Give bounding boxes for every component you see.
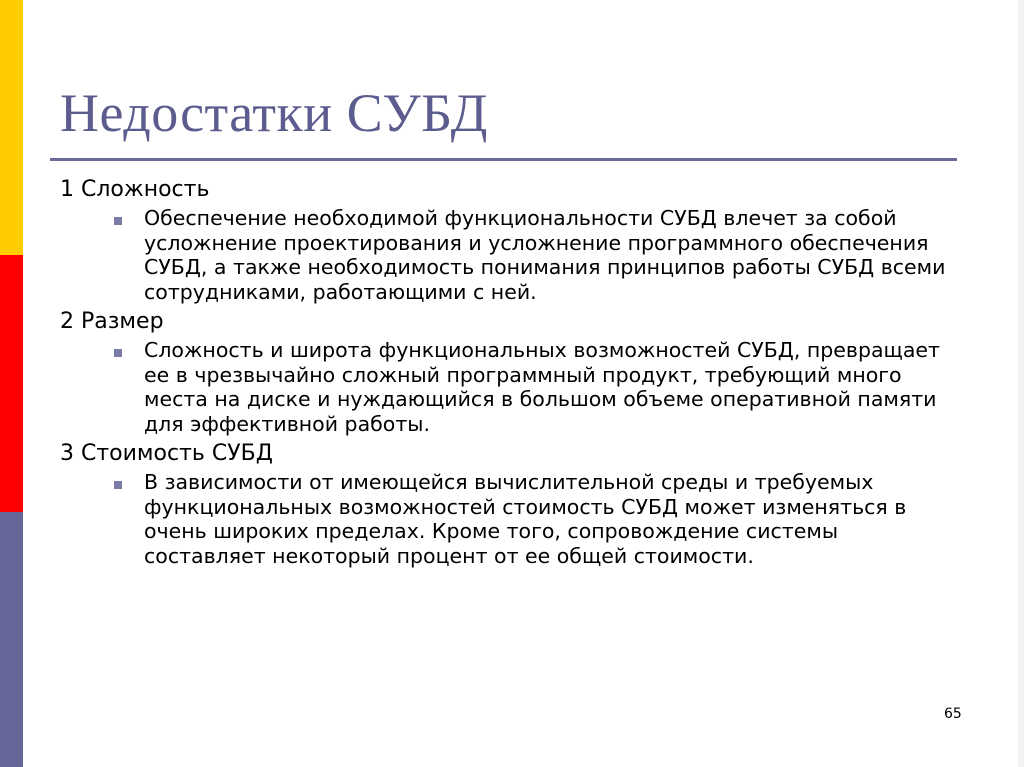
section-size: [60, 308, 960, 436]
slide-content: [60, 176, 960, 572]
bullet-item: [60, 338, 960, 436]
section-heading: 1 Сложность: [60, 177, 210, 202]
square-bullet-icon: [114, 217, 122, 225]
accent-stripe-yellow: [0, 0, 23, 255]
bullet-item: [60, 206, 960, 304]
accent-stripe-slate: [0, 512, 23, 767]
section-cost: [60, 440, 960, 568]
bullet-text: В зависимости от имеющейся вычислительной среды и требуемых функциональных возможностей стоимость СУБД может изменяться в очень широких пределах. Кроме того, сопровождение системы составляет некоторый процент от ее общей стоимости.: [144, 470, 907, 568]
slide-edge: [1018, 0, 1024, 767]
square-bullet-icon: [114, 349, 122, 357]
section-heading: 2 Размер: [60, 309, 164, 334]
page-number: 65: [944, 706, 962, 722]
title-divider: [50, 158, 957, 161]
bullet-text: Сложность и широта функциональных возможностей СУБД, превращает ее в чрезвычайно сложный программный продукт, требующий много места на диске и нуждающийся в большом объеме оперативной памяти для эффективной работы.: [144, 338, 940, 436]
section-complexity: [60, 176, 960, 304]
bullet-text: Обеспечение необходимой функциональности СУБД влечет за собой усложнение проектирования и усложнение программного обеспечения СУБД, а также необходимость понимания принципов работы СУБД всеми сотрудниками, работающими с ней.: [144, 206, 946, 304]
section-heading: 3 Стоимость СУБД: [60, 441, 273, 466]
bullet-item: [60, 470, 960, 568]
square-bullet-icon: [114, 481, 122, 489]
slide-title: Недостатки СУБД: [60, 83, 488, 143]
accent-stripe-red: [0, 255, 23, 512]
